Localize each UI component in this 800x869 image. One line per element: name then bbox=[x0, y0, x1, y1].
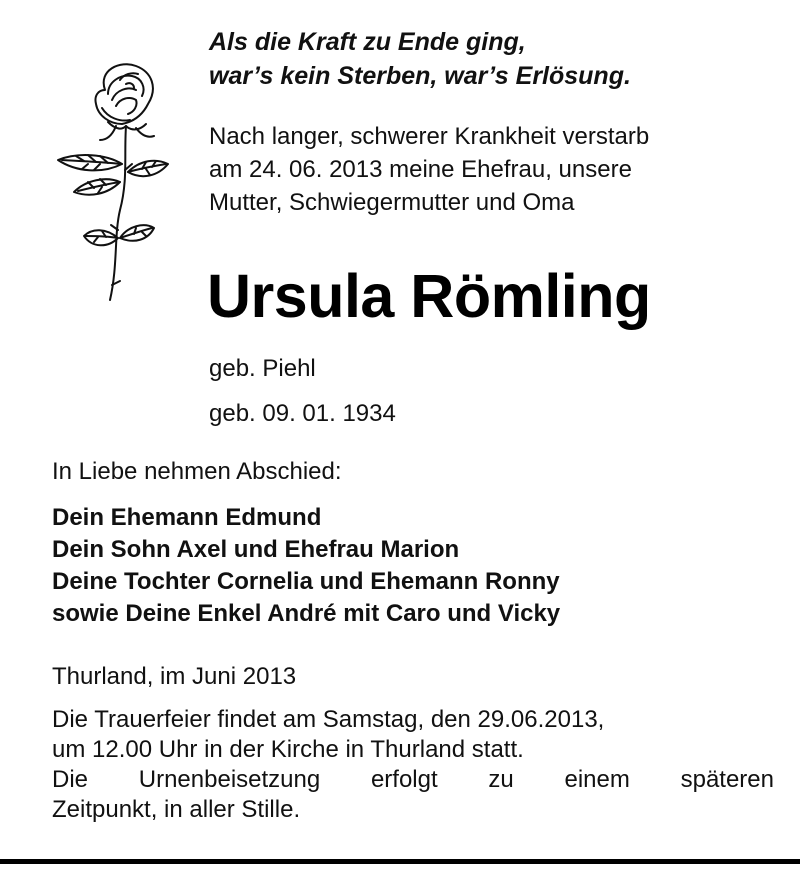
birth-name: geb. Piehl bbox=[209, 355, 316, 382]
intro-line: Mutter, Schwiegermutter und Oma bbox=[209, 189, 575, 216]
intro-line: am 24. 06. 2013 meine Ehefrau, unsere bbox=[209, 156, 632, 183]
mourner-entry: Dein Sohn Axel und Ehefrau Marion bbox=[52, 536, 460, 563]
motto bbox=[209, 25, 631, 93]
ceremony-line: Zeitpunkt, in aller Stille. bbox=[52, 796, 301, 823]
motto-line: Als die Kraft zu Ende ging, bbox=[209, 28, 526, 56]
deceased-name: Ursula Römling bbox=[207, 262, 651, 330]
ceremony-line: Die Urnenbeisetzung erfolgt zu einem späteren bbox=[52, 766, 774, 793]
mourners-list bbox=[52, 502, 560, 630]
place-date: Thurland, im Juni 2013 bbox=[52, 663, 297, 690]
intro-text bbox=[209, 120, 775, 219]
mourner-entry: Dein Ehemann Edmund bbox=[52, 504, 322, 531]
farewell-intro: In Liebe nehmen Abschied: bbox=[52, 458, 342, 485]
ceremony-info bbox=[52, 705, 774, 825]
motto-line: war’s kein Sterben, war’s Erlösung. bbox=[209, 62, 631, 90]
ceremony-line: Die Trauerfeier findet am Samstag, den 29.06.2013, bbox=[52, 706, 605, 733]
rose-icon bbox=[50, 60, 170, 322]
intro-line: Nach langer, schwerer Krankheit verstarb bbox=[209, 123, 650, 150]
ceremony-line: um 12.00 Uhr in der Kirche in Thurland statt. bbox=[52, 736, 524, 763]
mourner-entry: sowie Deine Enkel André mit Caro und Vicky bbox=[52, 600, 561, 627]
birth-date: geb. 09. 01. 1934 bbox=[209, 400, 396, 427]
mourner-entry: Deine Tochter Cornelia und Ehemann Ronny bbox=[52, 568, 560, 595]
